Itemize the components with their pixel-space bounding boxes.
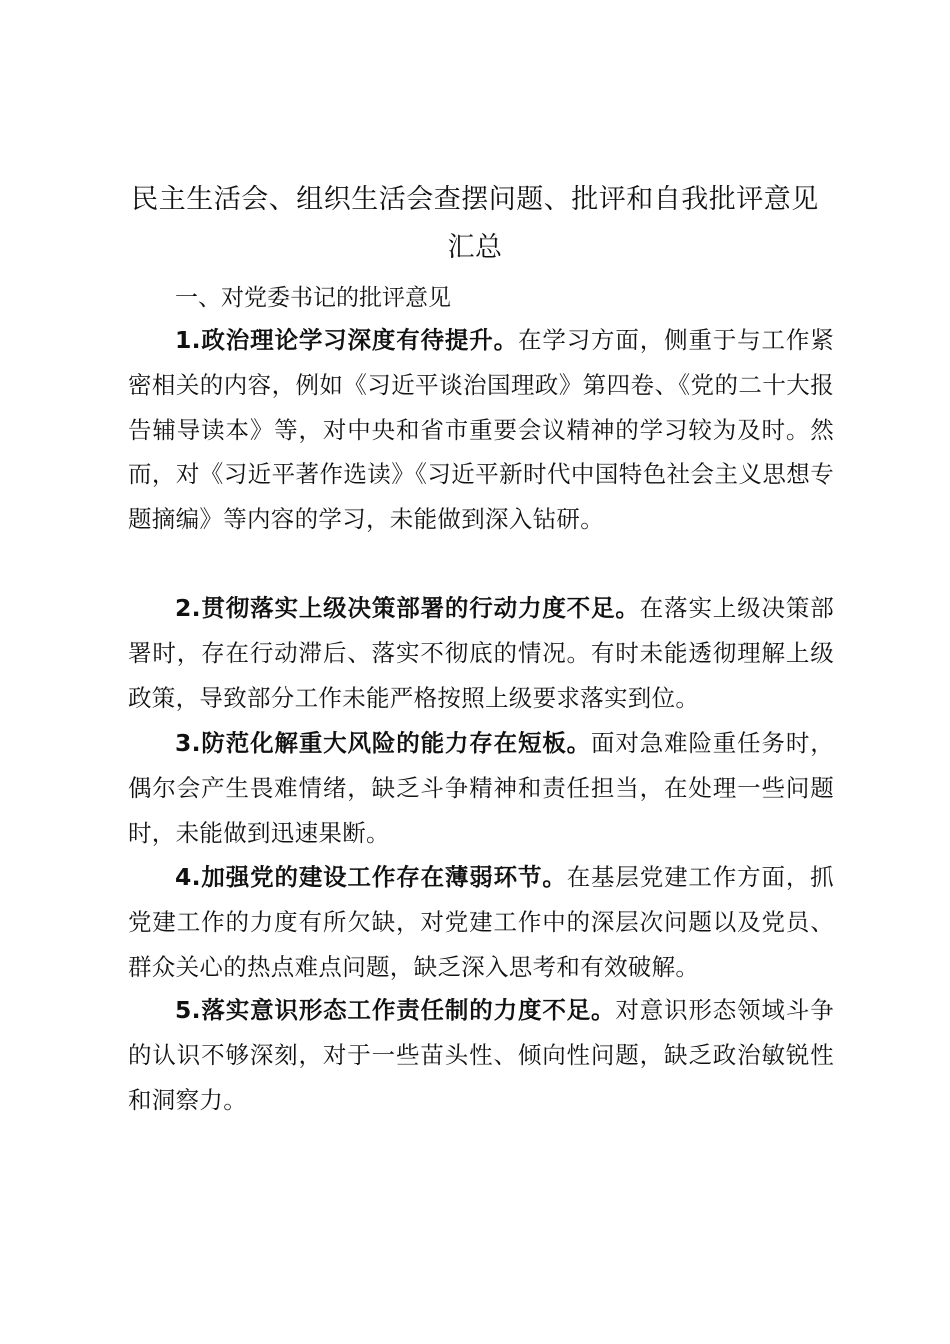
item-1-lead: 1.政治理论学习深度有待提升。 bbox=[175, 326, 518, 354]
item-3-lead: 3.防范化解重大风险的能力存在短板。 bbox=[175, 729, 592, 757]
paragraph-item-1 bbox=[128, 318, 834, 542]
item-2-body: 在落实上级决策部署时，存在行动滞后、落实不彻底的情况。有时未能透彻理解上级政策，导致部分工作未能严格按照上级要求落实到位。 bbox=[128, 594, 835, 712]
document-title: 民主生活会、组织生活会查摆问题、批评和自我批评意见汇总 bbox=[131, 184, 819, 263]
item-4-body: 在基层党建工作方面，抓党建工作的力度有所欠缺，对党建工作中的深层次问题以及党员、群众关心的热点难点问题，缺乏深入思考和有效破解。 bbox=[128, 863, 834, 981]
paragraph-item-4 bbox=[128, 855, 834, 989]
paragraph-item-5 bbox=[128, 988, 834, 1122]
paragraph-item-3 bbox=[128, 721, 834, 855]
item-3-body: 面对急难险重任务时，偶尔会产生畏难情绪，缺乏斗争精神和责任担当，在处理一些问题时，未能做到迅速果断。 bbox=[128, 729, 835, 847]
item-4-lead: 4.加强党的建设工作存在薄弱环节。 bbox=[175, 863, 567, 891]
item-5-body: 对意识形态领域斗争的认识不够深刻，对于一些苗头性、倾向性问题，缺乏政治敏锐性和洞察力。 bbox=[128, 996, 834, 1114]
section-heading: 一、对党委书记的批评意见 bbox=[175, 285, 451, 311]
item-5-lead: 5.落实意识形态工作责任制的力度不足。 bbox=[175, 996, 616, 1024]
item-1-body: 在学习方面，侧重于与工作紧密相关的内容，例如《习近平谈治国理政》第四卷、《党的二十大报告辅导读本》等，对中央和省市重要会议精神的学习较为及时。然而，对《习近平著作选读》《习近平新时代中国特色社会主义思想专题摘编》等内容的学习，未能做到深入钻研。 bbox=[128, 326, 835, 534]
paragraph-item-2 bbox=[128, 586, 834, 720]
item-2-lead: 2.贯彻落实上级决策部署的行动力度不足。 bbox=[175, 594, 640, 622]
